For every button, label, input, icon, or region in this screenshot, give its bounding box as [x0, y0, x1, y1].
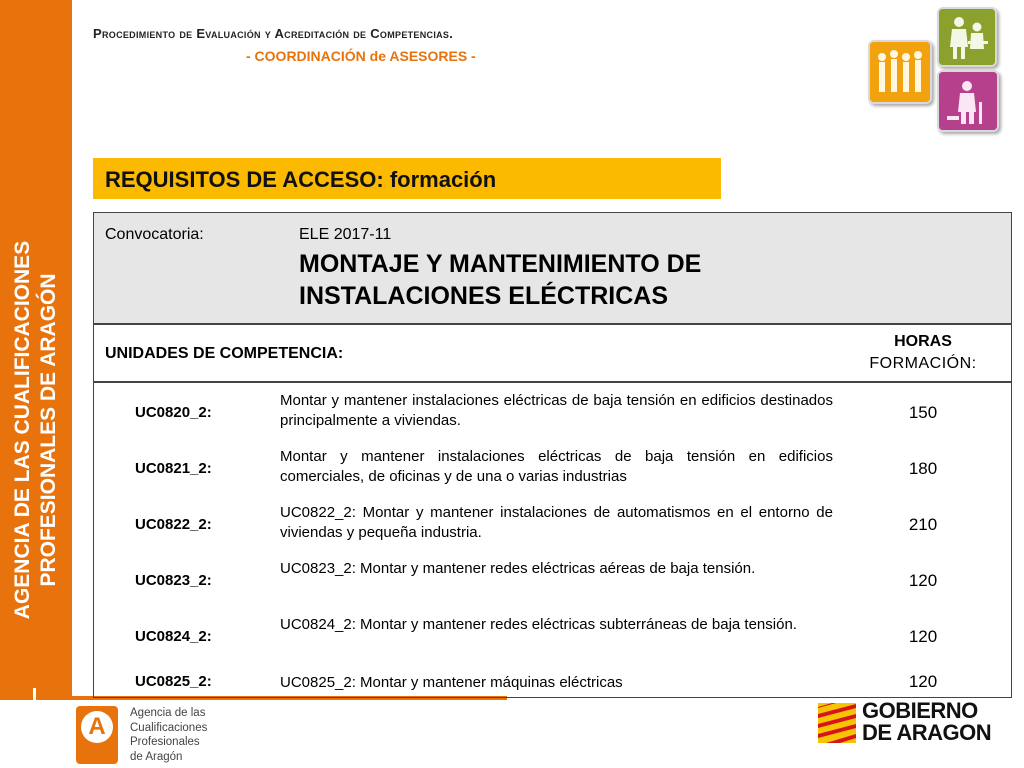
- sidebar-tick: [33, 688, 36, 706]
- table-row: [94, 387, 1011, 443]
- unit-hours: 120: [908, 627, 938, 646]
- units-header-label: UNIDADES DE COMPETENCIA:: [105, 345, 344, 362]
- unit-description: UC0823_2: Montar y mantener redes eléctricas aéreas de baja tensión.: [280, 560, 756, 577]
- agency-logo-text: [130, 706, 207, 764]
- convocatoria-label: Convocatoria:: [105, 226, 204, 243]
- table-row: [94, 499, 1011, 555]
- unit-code: UC0825_2:: [135, 673, 212, 690]
- unit-code: UC0824_2:: [135, 628, 212, 645]
- agency-logo-line-2: Cualificaciones: [130, 721, 208, 734]
- table-row: [94, 667, 1011, 697]
- unit-hours: 120: [908, 571, 938, 590]
- unit-description: UC0825_2: Montar y mantener máquinas eléctricas: [280, 674, 623, 691]
- convocatoria-panel: [94, 213, 1011, 325]
- workers-icon: [937, 7, 997, 67]
- unit-description: Montar y mantener instalaciones eléctricas de baja tensión en edificios comerciales, de oficinas y de una o varias industrias: [280, 448, 833, 485]
- aragon-flag-icon: [818, 703, 856, 743]
- group-people-icon: [868, 40, 932, 104]
- units-header: [94, 325, 1011, 383]
- gobierno-aragon-text: [862, 700, 991, 744]
- unit-hours: 180: [908, 459, 938, 478]
- hours-header-line-2: FORMACIÓN:: [869, 355, 977, 372]
- unit-code: UC0820_2:: [135, 404, 212, 421]
- unit-code: UC0821_2:: [135, 460, 212, 477]
- unit-description: UC0824_2: Montar y mantener redes eléctricas subterráneas de baja tensión.: [280, 616, 797, 633]
- competencies-table: [93, 212, 1012, 698]
- hours-header-line-1: HORAS: [894, 333, 952, 350]
- gov-line-2: DE ARAGON: [862, 720, 992, 745]
- banner-title: REQUISITOS DE ACCESO: formación: [105, 167, 497, 192]
- sidebar: [0, 0, 72, 700]
- sidebar-agency-name: [10, 130, 62, 730]
- convocatoria-code: ELE 2017-11: [299, 226, 392, 243]
- agency-logo-line-3: Profesionales: [130, 736, 200, 748]
- agency-logo: [76, 706, 266, 764]
- convocatoria-title-line-2: INSTALACIONES ELÉCTRICAS: [299, 282, 668, 310]
- access-requirements-banner: [93, 158, 721, 199]
- agency-logo-mark: [76, 706, 118, 764]
- gobierno-aragon-logo: [818, 700, 1008, 750]
- convocatoria-title: [299, 248, 701, 312]
- unit-description: Montar y mantener instalaciones eléctricas de baja tensión en edificios destinados principalmente a viviendas.: [280, 392, 833, 429]
- convocatoria-title-line-1: MONTAJE Y MANTENIMIENTO DE: [299, 250, 702, 278]
- agency-logo-line-1: Agencia de las: [130, 707, 206, 719]
- sidebar-line-1: AGENCIA DE LAS CUALIFICACIONES: [11, 240, 34, 620]
- header-subtitle: - COORDINACIÓN de ASESORES -: [246, 48, 476, 64]
- hours-header: [834, 331, 1012, 375]
- header-title: Procedimiento de Evaluación y Acreditación de Competencias.: [93, 26, 454, 41]
- worker-tools-icon: [937, 70, 999, 132]
- agency-logo-letter: A: [81, 711, 113, 743]
- unit-hours: 150: [908, 403, 938, 422]
- unit-hours: 210: [908, 515, 938, 534]
- unit-code: UC0822_2:: [135, 516, 212, 533]
- gov-line-1: GOBIERNO: [862, 698, 978, 723]
- sidebar-line-2: PROFESIONALES DE ARAGÓN: [37, 273, 60, 587]
- unit-description: UC0822_2: Montar y mantener instalaciones de automatismos en el entorno de viviendas y pequeña industria.: [280, 504, 833, 541]
- agency-logo-line-4: de Aragón: [130, 750, 183, 763]
- table-row: [94, 443, 1011, 499]
- table-row: [94, 611, 1011, 667]
- unit-hours: 120: [908, 672, 938, 691]
- unit-code: UC0823_2:: [135, 572, 212, 589]
- table-row: [94, 555, 1011, 611]
